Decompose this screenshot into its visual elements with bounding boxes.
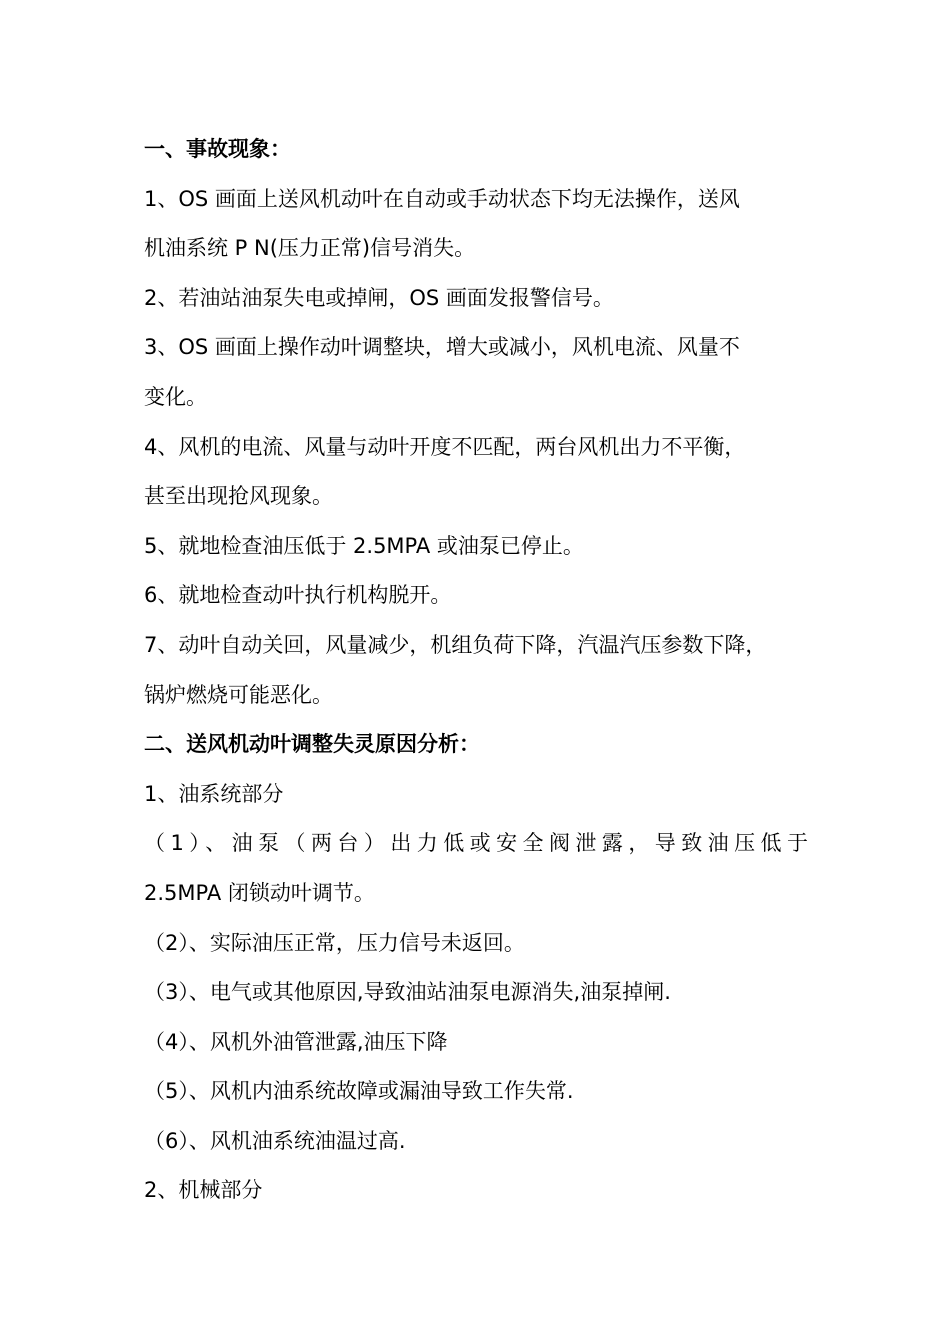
paragraph-line: （1）、油泵（两台）出力低或安全阀泄露，导致油压低于 [144,831,808,856]
paragraph-line: （5）、风机内油系统故障或漏油导致工作失常. [144,1079,574,1104]
paragraph-line: 1、OS 画面上送风机动叶在自动或手动状态下均无法操作，送风 [144,186,740,211]
paragraph-line: 5、就地检查油压低于 2.5MPA 或油泵已停止。 [144,533,584,558]
section-heading-accident-phenomena: 一、事故现象： [144,137,291,161]
subsection-heading-mechanical: 2、机械部分 [144,1178,263,1203]
paragraph-line: 机油系统 P N(压力正常)信号消失。 [144,236,476,261]
paragraph-line: 3、OS 画面上操作动叶调整块，增大或减小，风机电流、风量不 [144,335,740,360]
paragraph-line: （2）、实际油压正常，压力信号未返回。 [144,930,525,955]
paragraph-line: 甚至出现抢风现象。 [144,484,333,509]
document-body [144,125,824,1216]
paragraph-line: （3）、电气或其他原因,导致油站油泵电源消失,油泵掉闸. [144,980,671,1005]
paragraph-line: 7、动叶自动关回，风量减少，机组负荷下降，汽温汽压参数下降， [144,632,767,657]
paragraph-line: （4）、风机外油管泄露,油压下降 [144,1029,448,1054]
paragraph-line: 4、风机的电流、风量与动叶开度不匹配，两台风机出力不平衡， [144,434,746,459]
paragraph-line: 6、就地检查动叶执行机构脱开。 [144,583,452,608]
paragraph-line: 2、若油站油泵失电或掉闸，OS 画面发报警信号。 [144,285,614,310]
paragraph-line: （6）、风机油系统油温过高. [144,1128,406,1153]
paragraph-line: 2.5MPA 闭锁动叶调节。 [144,880,375,905]
paragraph-line: 锅炉燃烧可能恶化。 [144,682,333,707]
paragraph-line: 变化。 [144,384,207,409]
section-heading-cause-analysis: 二、送风机动叶调整失灵原因分析： [144,732,480,757]
subsection-heading-oil-system: 1、油系统部分 [144,781,284,806]
